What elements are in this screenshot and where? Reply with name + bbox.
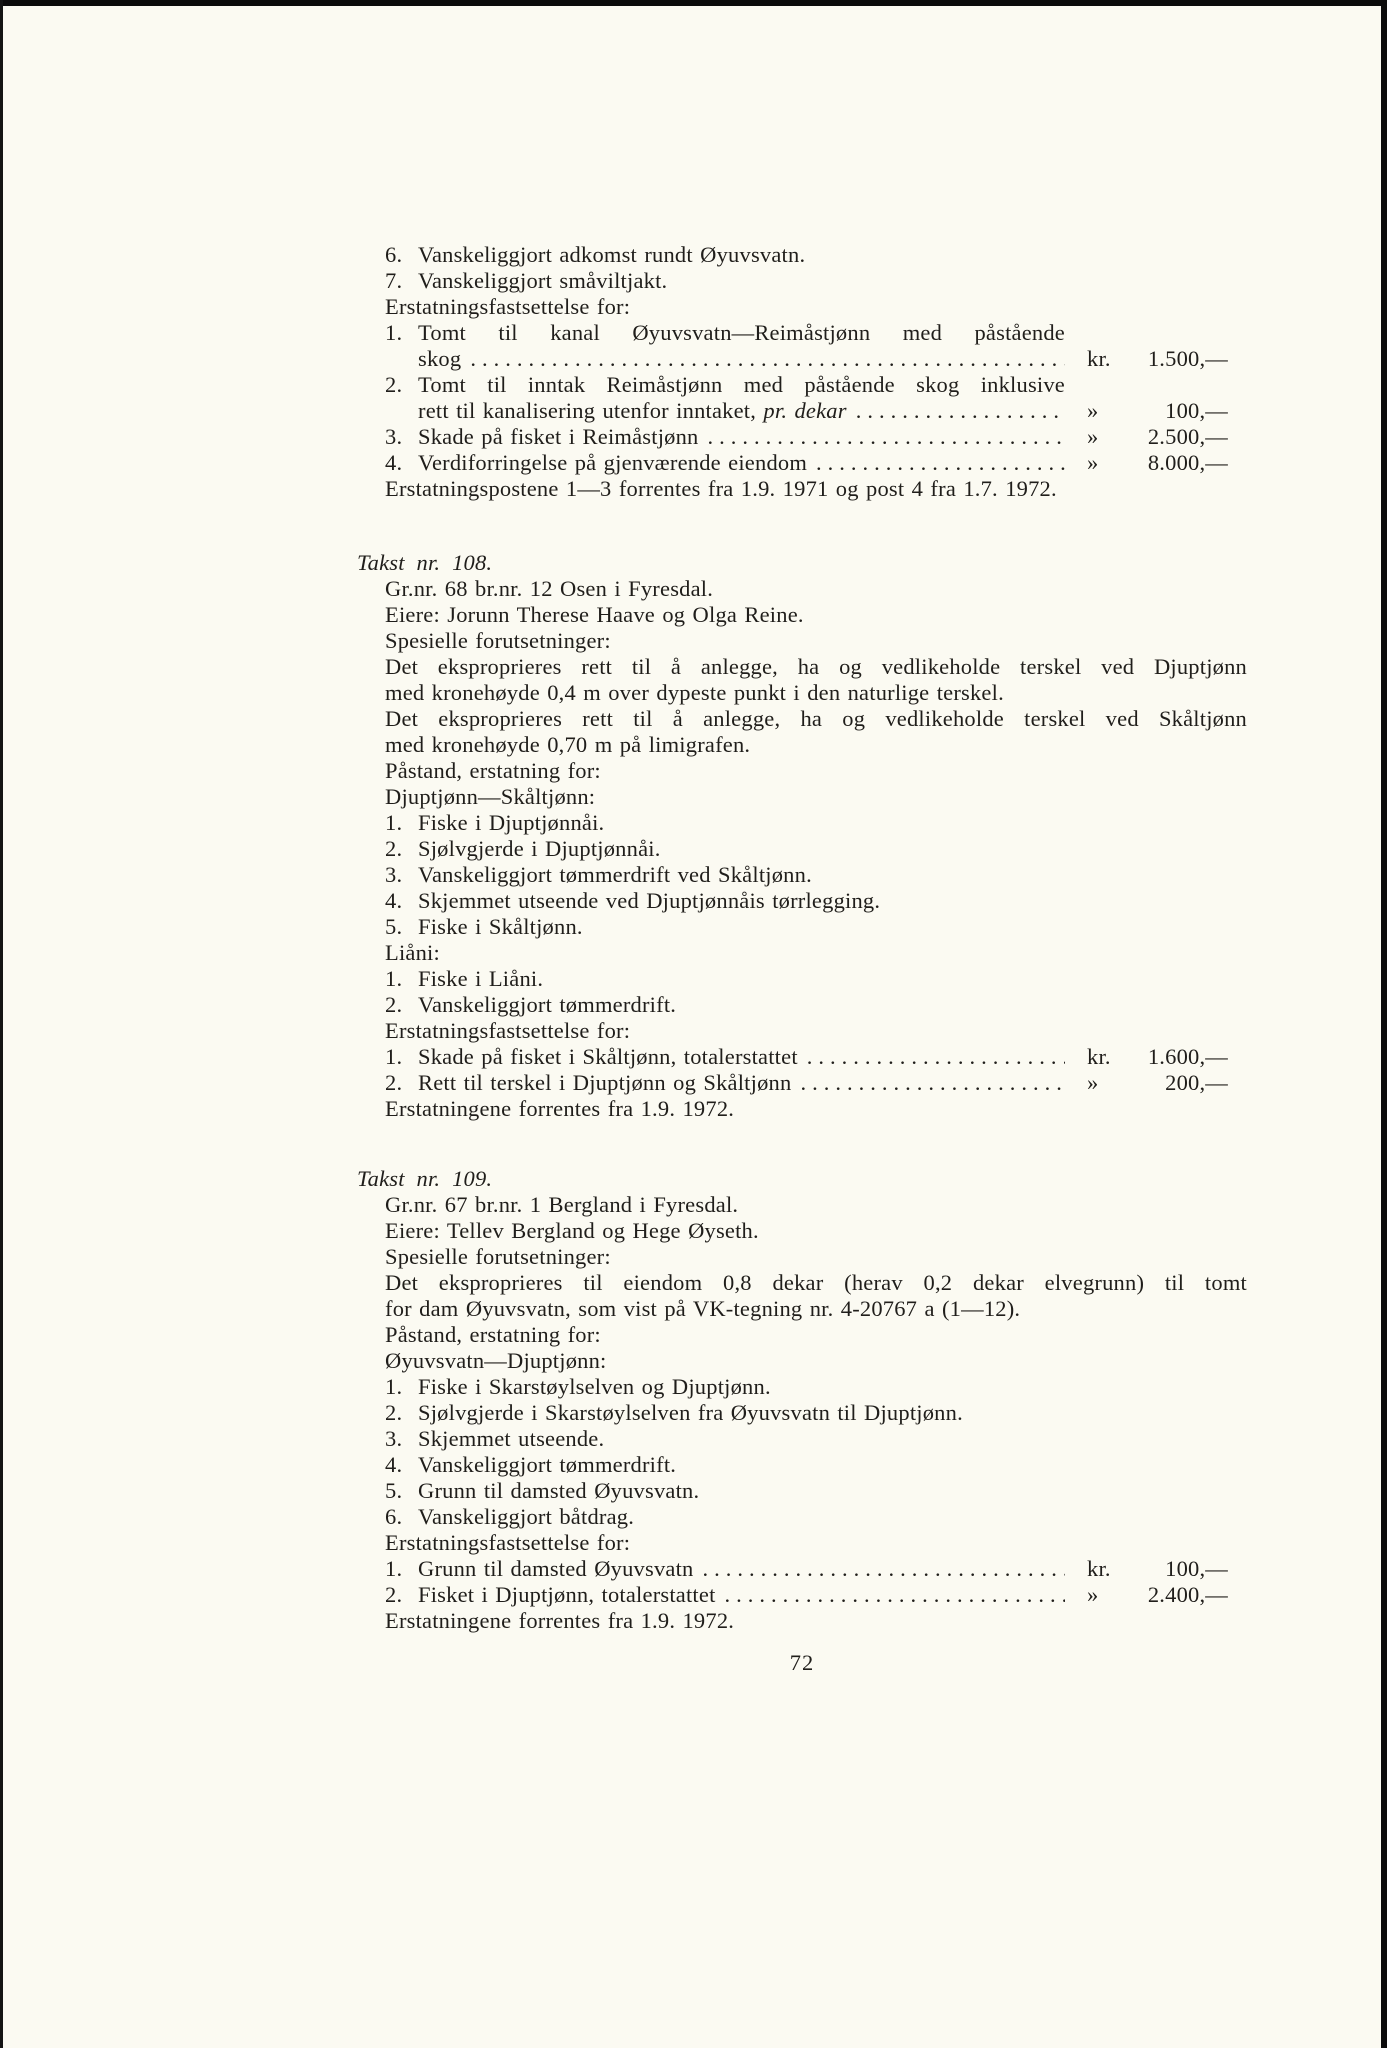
claim-number: 2. [385,836,403,861]
claim-item [385,1504,1247,1530]
property-line: Gr.nr. 68 br.nr. 12 Osen i Fyresdal. [385,576,714,601]
scan-edge-top [0,0,1387,6]
award-amount-row [385,398,1247,424]
condition-line: med kronehøyde 0,4 m over dypeste punkt i den naturlige terskel. [385,680,1004,705]
award-amount-row [385,424,1247,450]
award-text: Tomt til kanal Øyuvsvatn—Reimåstjønn med påstående [418,320,1065,345]
currency-mark: kr. [1087,1044,1111,1069]
award-label: Grunn til damsted Øyuvsvatn [418,1556,694,1581]
claim-number: 2. [385,992,403,1017]
condition-line: Det eksproprieres rett til å anlegge, ha og vedlikeholde terskel ved Djuptjønn [385,654,1247,679]
claim-item [385,242,1247,268]
section-takst-108 [357,550,1247,1122]
claim-number: 4. [385,888,403,913]
award-number: 1. [385,1044,403,1069]
condition-line: Det eksproprieres til eiendom 0,8 dekar (herav 0,2 dekar elvegrunn) til tomt [385,1270,1247,1295]
currency-mark: » [1087,450,1099,475]
claim-item [385,966,1247,992]
claim-text: Skjemmet utseende. [418,1426,605,1451]
claim-number: 3. [385,1426,403,1451]
condition-line: for dam Øyuvsvatn, som vist på VK-tegning nr. 4-20767 a (1—12). [385,1296,1021,1321]
scan-edge-right [1381,0,1387,2048]
award-number: 3. [385,424,403,449]
award-amount-row [385,346,1247,372]
award-number: 1. [385,320,403,345]
property-line: Gr.nr. 67 br.nr. 1 Bergland i Fyresdal. [385,1192,739,1217]
interest-note: Erstatningspostene 1—3 forrentes fra 1.9. 1971 og post 4 fra 1.7. 1972. [385,476,1057,501]
currency-mark: » [1087,1582,1099,1607]
award-number: 1. [385,1556,403,1581]
claim-item [385,1400,1247,1426]
claim-number: 1. [385,966,403,991]
award-label: skog [418,346,462,371]
amount-value: 200,— [1165,1070,1228,1095]
claim-text: Fiske i Djuptjønnåi. [418,810,605,835]
claim-item [385,1426,1247,1452]
award-item-text-line [385,372,1247,398]
claim-item [385,1452,1247,1478]
claim-number: 6. [385,1504,403,1529]
amount-value: 1.500,— [1147,346,1228,371]
claim-number: 5. [385,914,403,939]
owners-line: Eiere: Tellev Bergland og Hege Øyseth. [385,1218,759,1243]
currency-mark: » [1087,398,1099,423]
award-amount-row [385,1044,1247,1070]
claim-number: 1. [385,1374,403,1399]
claim-text: Vanskeliggjort adkomst rundt Øyuvsvatn. [418,242,806,267]
currency-mark: kr. [1087,346,1111,371]
document-content [357,242,1247,1676]
claim-text: Skjemmet utseende ved Djuptjønnåis tørrlegging. [418,888,881,913]
award-label: rett til kanalisering utenfor inntaket, [418,398,764,423]
award-amount-row [385,450,1247,476]
conditions-heading: Spesielle forutsetninger: [385,628,611,653]
award-label: Verdiforringelse på gjenværende eiendom [418,450,808,475]
award-number: 4. [385,450,403,475]
claim-number: 2. [385,1400,403,1425]
claims-heading: Påstand, erstatning for: [385,758,601,783]
dot-leader [716,1582,1065,1608]
dot-leader [798,1044,1065,1070]
claim-group-label: Øyuvsvatn—Djuptjønn: [385,1348,607,1373]
claim-item [385,862,1247,888]
award-heading: Erstatningsfastsettelse for: [385,1530,631,1555]
award-label-italic: pr. dekar [763,398,847,423]
claim-number: 1. [385,810,403,835]
claim-text: Vanskeliggjort tømmerdrift. [418,1452,677,1477]
amount-value: 1.600,— [1147,1044,1228,1069]
claim-item [385,1374,1247,1400]
amount-value: 2.500,— [1147,424,1228,449]
claims-heading: Påstand, erstatning for: [385,1322,601,1347]
dot-leader [847,398,1065,424]
award-amount-row [385,1582,1247,1608]
dot-leader [807,450,1065,476]
takst-heading: Takst nr. 109. [357,1166,493,1191]
claim-group-label: Djuptjønn—Skåltjønn: [385,784,596,809]
takst-heading: Takst nr. 108. [357,550,493,575]
award-heading: Erstatningsfastsettelse for: [385,1018,631,1043]
award-number: 2. [385,1070,403,1095]
claim-text: Fiske i Liåni. [418,966,544,991]
claim-text: Sjølvgjerde i Skarstøylselven fra Øyuvsvatn til Djuptjønn. [418,1400,963,1425]
section-continued-takst [357,242,1247,502]
claim-number: 4. [385,1452,403,1477]
award-amount-row [385,1070,1247,1096]
currency-mark: » [1087,424,1099,449]
award-text: Tomt til inntak Reimåstjønn med påstående skog inklusive [418,372,1065,397]
scan-edge-left [0,0,3,2048]
award-label: Skade på fisket i Reimåstjønn [418,424,699,449]
claim-number: 5. [385,1478,403,1503]
conditions-heading: Spesielle forutsetninger: [385,1244,611,1269]
claim-text: Vanskeliggjort båtdrag. [418,1504,635,1529]
amount-value: 8.000,— [1147,450,1228,475]
award-label: Fisket i Djuptjønn, totalerstattet [418,1582,716,1607]
currency-mark: kr. [1087,1556,1111,1581]
claim-item [385,1478,1247,1504]
claim-text: Fiske i Skarstøylselven og Djuptjønn. [418,1374,771,1399]
dot-leader [791,1070,1065,1096]
interest-note: Erstatningene forrentes fra 1.9. 1972. [385,1096,735,1121]
claim-item [385,888,1247,914]
award-label: Skade på fisket i Skåltjønn, totalerstattet [418,1044,798,1069]
condition-line: med kronehøyde 0,70 m på limigrafen. [385,732,751,757]
claim-item [385,268,1247,294]
dot-leader [461,346,1065,372]
award-number: 2. [385,372,403,397]
claim-number: 3. [385,862,403,887]
claim-item [385,810,1247,836]
amount-value: 100,— [1165,398,1228,423]
award-label: Rett til terskel i Djuptjønn og Skåltjønn [418,1070,792,1095]
currency-mark: » [1087,1070,1099,1095]
claim-item [385,836,1247,862]
award-item-text-line [385,320,1247,346]
claim-item [385,992,1247,1018]
interest-note: Erstatningene forrentes fra 1.9. 1972. [385,1608,735,1633]
award-amount-row [385,1556,1247,1582]
page-number: 72 [789,1650,815,1675]
owners-line: Eiere: Jorunn Therese Haave og Olga Reine. [385,602,804,627]
claim-text: Vanskeliggjort småviltjakt. [418,268,668,293]
claim-number: 7. [385,268,403,293]
dot-leader [699,424,1065,450]
amount-value: 2.400,— [1147,1582,1228,1607]
award-number: 2. [385,1582,403,1607]
claim-group-label: Liåni: [385,940,440,965]
claim-text: Sjølvgjerde i Djuptjønnåi. [418,836,661,861]
claim-number: 6. [385,242,403,267]
claim-text: Fiske i Skåltjønn. [418,914,583,939]
section-takst-109 [357,1166,1247,1634]
claim-text: Grunn til damsted Øyuvsvatn. [418,1478,700,1503]
amount-value: 100,— [1165,1556,1228,1581]
claim-text: Vanskeliggjort tømmerdrift ved Skåltjønn. [418,862,812,887]
condition-line: Det eksproprieres rett til å anlegge, ha og vedlikeholde terskel ved Skåltjønn [385,706,1247,731]
award-heading: Erstatningsfastsettelse for: [385,294,631,319]
claim-text: Vanskeliggjort tømmerdrift. [418,992,677,1017]
dot-leader [694,1556,1066,1582]
claim-item [385,914,1247,940]
